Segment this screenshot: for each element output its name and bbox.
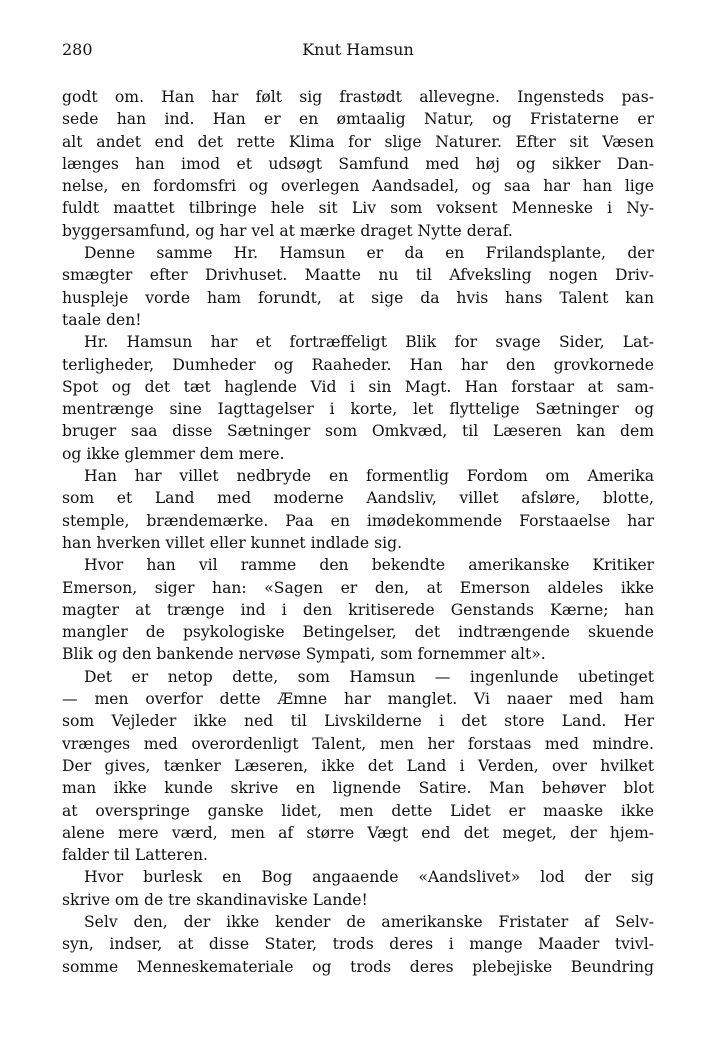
text-line: skrive om de tre skandinaviske Lande! bbox=[62, 890, 368, 909]
text-line: længes han imod et udsøgt Samfund med høj og sikker Dan- bbox=[62, 154, 654, 173]
text-line: som et Land med moderne Aandsliv, villet afsløre, blotte, bbox=[62, 489, 654, 508]
text-line: sede han ind. Han er en ømtaalig Natur, og Fristaterne er bbox=[62, 110, 654, 129]
text-line: og ikke glemmer dem mere. bbox=[62, 444, 285, 463]
text-line: Der gives, tænker Læseren, ikke det Land i Verden, over hvilket bbox=[62, 756, 654, 775]
text-line: Det er netop dette, som Hamsun — ingenlunde ubetinget bbox=[84, 667, 654, 686]
text-line: huspleje vorde ham forundt, at sige da hvis hans Talent kan bbox=[62, 288, 654, 307]
text-line: alene mere værd, men af større Vægt end det meget, der hjem- bbox=[62, 823, 654, 842]
text-line: Selv den, der ikke kender de amerikanske Fristater af Selv- bbox=[84, 912, 654, 931]
text-line: nelse, en fordomsfri og overlegen Aandsadel, og saa har han lige bbox=[62, 177, 654, 196]
text-line: Hvor burlesk en Bog angaaende «Aandslivet» lod der sig bbox=[84, 868, 654, 887]
text-line: magter at trænge ind i den kritiserede Genstands Kærne; han bbox=[62, 600, 654, 619]
text-line: vrænges med overordenligt Talent, men her forstaas med mindre. bbox=[62, 734, 654, 753]
text-line: — men overfor dette Æmne har manglet. Vi naaer med ham bbox=[62, 690, 654, 709]
text-line: Han har villet nedbryde en formentlig Fordom om Amerika bbox=[84, 467, 654, 486]
text-line: godt om. Han har følt sig frastødt allevegne. Ingensteds pas- bbox=[62, 88, 654, 106]
page-header bbox=[62, 40, 654, 62]
text-line: byggersamfund, og har vel at mærke draget Nytte deraf. bbox=[62, 221, 513, 240]
text-line: man ikke kunde skrive en lignende Satire. Man behøver blot bbox=[62, 779, 654, 798]
text-line: at overspringe ganske lidet, men dette Lidet er maaske ikke bbox=[62, 801, 654, 820]
text-line: mentrænge sine Iagttagelser i korte, let flyttelige Sætninger og bbox=[62, 400, 654, 419]
text-line: Denne samme Hr. Hamsun er da en Frilandsplante, der bbox=[84, 244, 654, 263]
text-line: bruger saa disse Sætninger som Omkvæd, til Læseren kan dem bbox=[62, 422, 654, 441]
text-line: fuldt maattet tilbringe hele sit Liv som voksent Menneske i Ny- bbox=[62, 199, 654, 218]
text-line: Hr. Hamsun har et fortræffeligt Blik for svage Sider, Lat- bbox=[84, 333, 654, 352]
text-line: syn, indser, at disse Stater, trods deres i mange Maader tvivl- bbox=[62, 935, 654, 954]
text-line: Hvor han vil ramme den bekendte amerikanske Kritiker bbox=[84, 556, 654, 575]
text-line: Spot og det tæt haglende Vid i sin Magt. Han forstaar at sam- bbox=[62, 377, 654, 396]
text-line: han hverken villet eller kunnet indlade sig. bbox=[62, 533, 403, 552]
text-line: terligheder, Dumheder og Raaheder. Han har den grovkornede bbox=[62, 355, 654, 374]
text-line: mangler de psykologiske Betingelser, det indtrængende skuende bbox=[62, 623, 654, 642]
text-line: taale den! bbox=[62, 310, 142, 329]
text-line: Emerson, siger han: «Sagen er den, at Emerson aldeles ikke bbox=[62, 578, 654, 597]
text-line: alt andet end det rette Klima for slige Naturer. Efter sit Væsen bbox=[62, 132, 654, 151]
text-line: som Vejleder ikke ned til Livskilderne i det store Land. Her bbox=[62, 712, 654, 731]
text-line: stemple, brændemærke. Paa en imødekommende Forstaaelse har bbox=[62, 511, 654, 530]
text-line: smægter efter Drivhuset. Maatte nu til Afveksling nogen Driv- bbox=[62, 266, 654, 285]
text-line: somme Menneskemateriale og trods deres plebejiske Beundring bbox=[62, 957, 654, 976]
text-line: falder til Latteren. bbox=[62, 846, 208, 865]
text-line: Blik og den bankende nervøse Sympati, som fornemmer alt». bbox=[62, 645, 546, 664]
page-number: 280 bbox=[62, 40, 93, 59]
running-head: Knut Hamsun bbox=[302, 40, 414, 59]
body-text bbox=[62, 86, 654, 978]
